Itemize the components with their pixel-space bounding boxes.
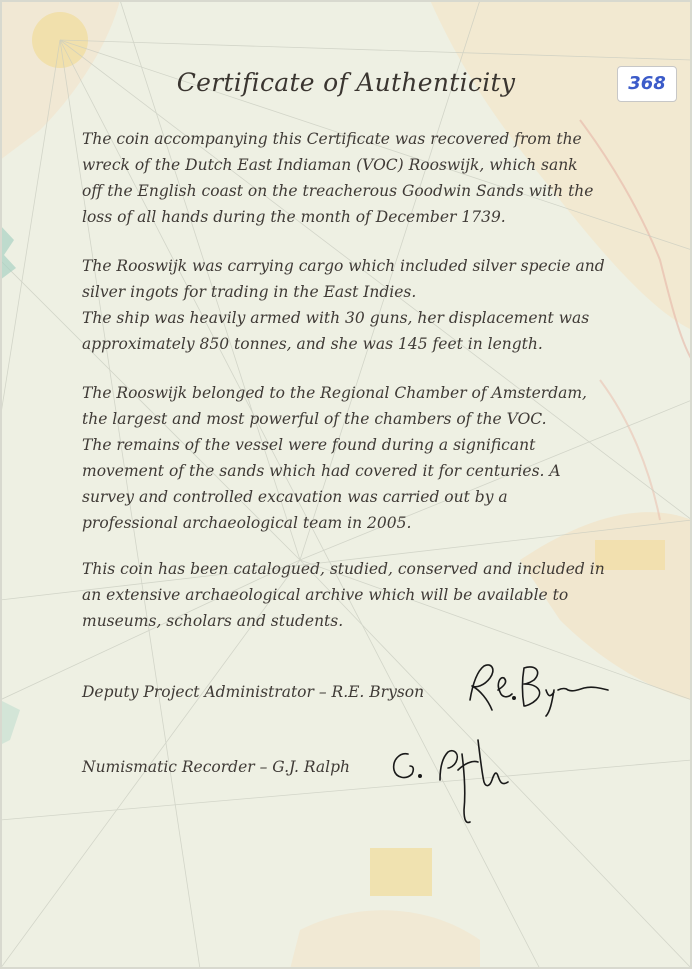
- paragraph-line: The Rooswijk was carrying cargo which included silver specie and: [82, 257, 605, 275]
- paragraph-line: museums, scholars and students.: [82, 612, 344, 630]
- paragraph-line: The Rooswijk belonged to the Regional Chamber of Amsterdam,: [82, 384, 587, 402]
- signatory-deputy-administrator: Deputy Project Administrator – R.E. Bryson: [82, 683, 425, 701]
- paragraph-line: the largest and most powerful of the chambers of the VOC.: [82, 410, 547, 428]
- paragraph-line: movement of the sands which had covered it for centuries. A: [82, 462, 561, 480]
- signature-bryson: [462, 660, 612, 720]
- paragraph-line: The ship was heavily armed with 30 guns, her displacement was: [82, 309, 590, 327]
- signature-ralph: [384, 730, 534, 830]
- paragraph-line: an extensive archaeological archive which will be available to: [82, 586, 569, 604]
- paragraph-line: survey and controlled excavation was carried out by a: [82, 488, 508, 506]
- paragraph-line: approximately 850 tonnes, and she was 145 feet in length.: [82, 335, 543, 353]
- paragraph-discovery: [82, 380, 622, 536]
- paragraph-line: The coin accompanying this Certificate was recovered from the: [82, 130, 582, 148]
- paragraph-line: silver ingots for trading in the East Indies.: [82, 283, 417, 301]
- signatory-numismatic-recorder: Numismatic Recorder – G.J. Ralph: [82, 758, 351, 776]
- paragraph-line: loss of all hands during the month of December 1739.: [82, 208, 506, 226]
- paragraph-line: off the English coast on the treacherous Goodwin Sands with the: [82, 182, 594, 200]
- paragraph-line: This coin has been catalogued, studied, conserved and included in: [82, 560, 605, 578]
- paragraph-line: wreck of the Dutch East Indiaman (VOC) Rooswijk, which sank: [82, 156, 578, 174]
- paragraph-archive: [82, 556, 622, 634]
- paragraph-wreck-history: [82, 126, 622, 230]
- reference-number-tag: 368: [617, 66, 677, 102]
- paragraph-line: professional archaeological team in 2005.: [82, 514, 412, 532]
- paragraph-cargo-details: [82, 253, 622, 357]
- paragraph-line: The remains of the vessel were found during a significant: [82, 436, 536, 454]
- certificate-title: Certificate of Authenticity: [176, 68, 516, 97]
